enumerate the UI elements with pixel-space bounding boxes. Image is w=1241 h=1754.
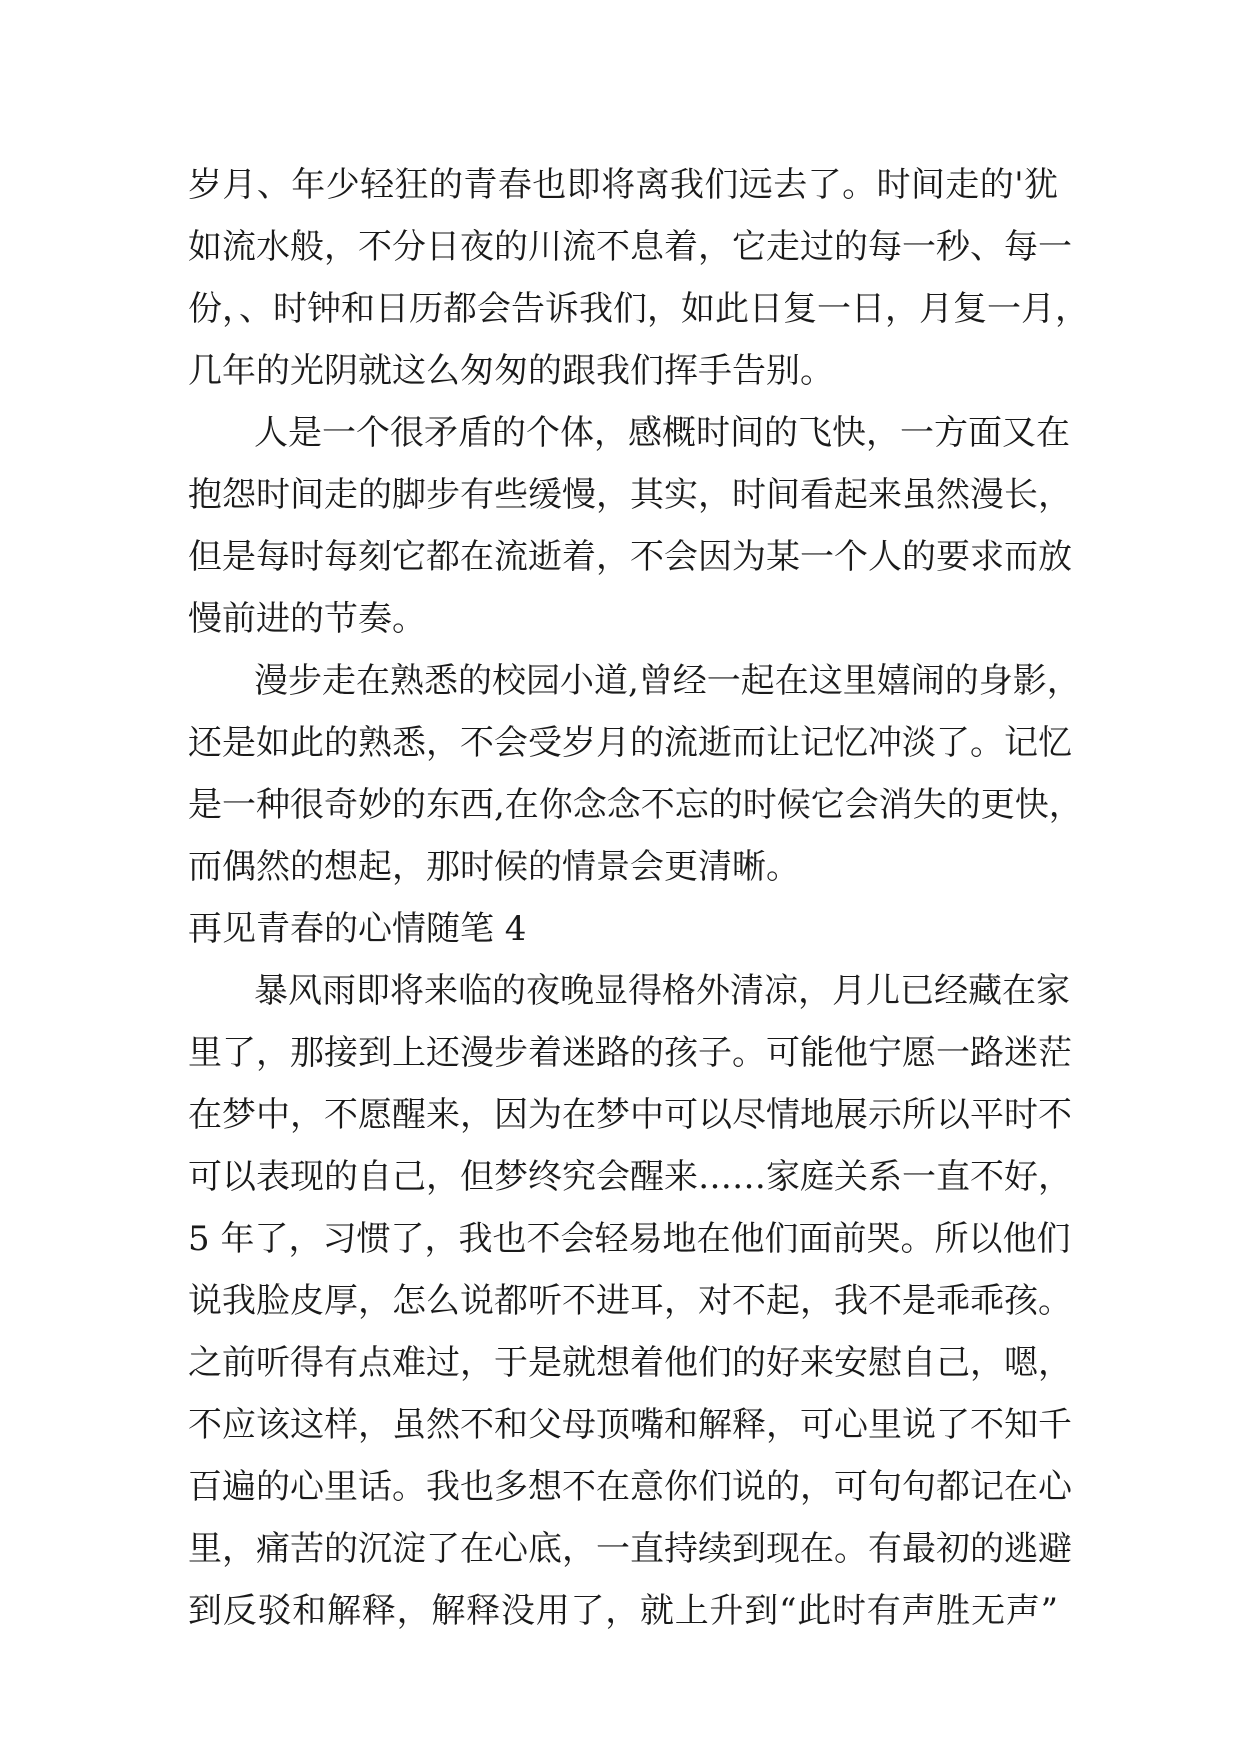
text-line: 可以表现的自己，但梦终究会醒来……家庭关系一直不好， xyxy=(188,1157,1072,1197)
text-line: 之前听得有点难过，于是就想着他们的好来安慰自己，嗯， xyxy=(188,1343,1072,1383)
text-line: 几年的光阴就这么匆匆的跟我们挥手告别。 xyxy=(188,351,834,391)
text-line: 但是每时每刻它都在流逝着，不会因为某一个人的要求而放 xyxy=(188,537,1072,577)
text-line: 不应该这样，虽然不和父母顶嘴和解释，可心里说了不知千 xyxy=(188,1405,1072,1445)
text-line: 岁月、年少轻狂的青春也即将离我们远去了。时间走的'犹 xyxy=(188,165,1058,205)
text-line: 漫步走在熟悉的校园小道,曾经一起在这里嬉闹的身影， xyxy=(254,661,1081,701)
text-line: 如流水般，不分日夜的川流不息着，它走过的每一秒、每一 xyxy=(188,227,1072,267)
text-line: 还是如此的熟悉，不会受岁月的流逝而让记忆冲淡了。记忆 xyxy=(188,723,1072,763)
text-line: 人是一个很矛盾的个体，感概时间的飞快，一方面又在 xyxy=(254,413,1070,453)
document-body xyxy=(188,154,1089,1642)
text-line: 说我脸皮厚，怎么说都听不进耳，对不起，我不是乖乖孩。 xyxy=(188,1281,1072,1321)
text-line: 里了，那接到上还漫步着迷路的孩子。可能他宁愿一路迷茫 xyxy=(188,1033,1072,1073)
text-line: 暴风雨即将来临的夜晚显得格外清凉，月儿已经藏在家 xyxy=(254,971,1070,1011)
text-line: 5 年了，习惯了，我也不会轻易地在他们面前哭。所以他们 xyxy=(188,1219,1071,1259)
text-line: 里，痛苦的沉淀了在心底，一直持续到现在。有最初的逃避 xyxy=(188,1529,1072,1569)
text-line: 慢前进的节奏。 xyxy=(188,599,426,639)
text-line: 百遍的心里话。我也多想不在意你们说的，可句句都记在心 xyxy=(188,1467,1072,1507)
paragraph-1 xyxy=(188,154,1089,402)
text-line: 抱怨时间走的脚步有些缓慢，其实，时间看起来虽然漫长， xyxy=(188,475,1072,515)
section-heading: 再见青春的心情随笔 4 xyxy=(188,909,527,949)
paragraph-4 xyxy=(188,960,1072,1642)
text-line: 是一种很奇妙的东西,在你念念不忘的时候它会消失的更快， xyxy=(188,785,1083,825)
text-line: 而偶然的想起，那时候的情景会更清晰。 xyxy=(188,847,800,887)
paragraph-3 xyxy=(188,650,1083,898)
text-line: 份，、时钟和日历都会告诉我们，如此日复一日，月复一月， xyxy=(188,289,1089,329)
text-line: 到反驳和解释，解释没用了，就上升到“此时有声胜无声” xyxy=(188,1591,1058,1631)
paragraph-2 xyxy=(188,402,1072,650)
text-line: 在梦中，不愿醒来，因为在梦中可以尽情地展示所以平时不 xyxy=(188,1095,1072,1135)
